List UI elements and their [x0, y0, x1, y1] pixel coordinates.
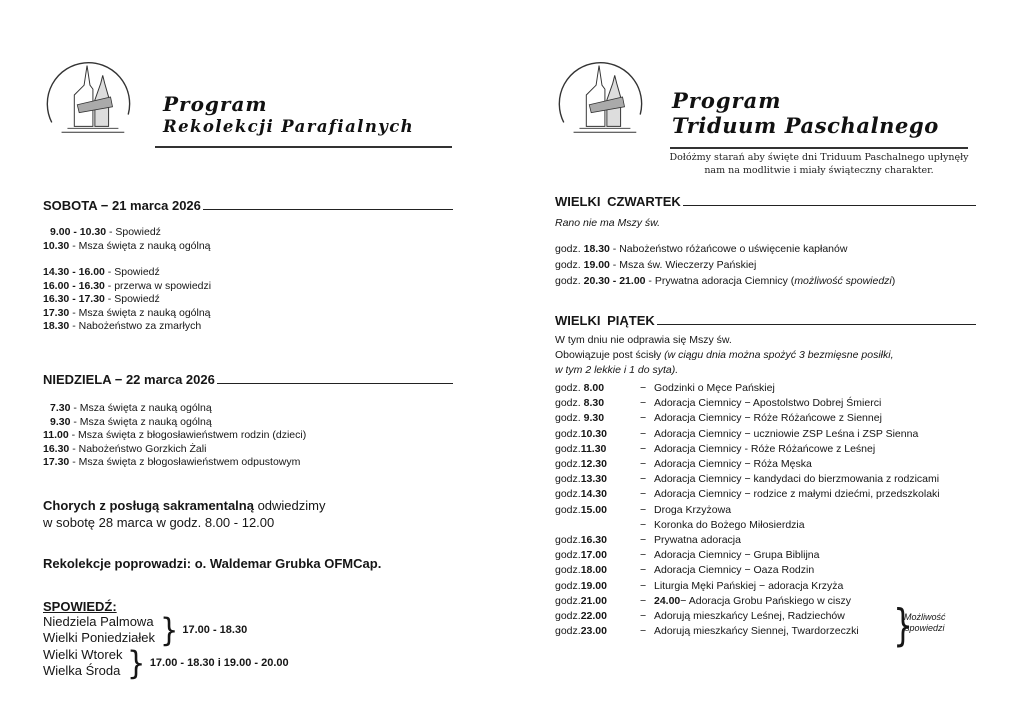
title-line1: Program [672, 88, 782, 113]
list-item: 17.30 - Msza święta z nauką ogólną [43, 306, 211, 319]
saturday-list-1 [43, 226, 211, 253]
list-item: godz.13.30 − Adoracja Ciemnicy − kandydaci do bierzmowania z rodzicami [555, 473, 940, 486]
section-heading-sunday: NIEDZIELA − 22 marca 2026 [43, 372, 453, 387]
title-line2: Rekolekcji Parafialnych [163, 117, 415, 136]
sick-visit-note: Chorych z posługą sakramentalną odwiedzimy w sobotę 28 marca w godz. 8.00 - 12.00 [43, 498, 326, 530]
friday-list [555, 381, 940, 639]
title-line2: Triduum Paschalnego [672, 113, 939, 138]
title [672, 88, 939, 138]
list-item: godz.12.30 − Adoracja Ciemnicy − Róża Męska [555, 458, 812, 471]
sunday-list [43, 402, 306, 470]
list-item: godz.17.00 − Adoracja Ciemnicy − Grupa Biblijna [555, 549, 820, 562]
list-item: 16.30 - 17.30 - Spowiedź [43, 293, 160, 306]
list-item: 17.30 - Msza święta z błogosławieństwem odpustowym [43, 456, 301, 469]
list-item: godz. 18.30 - Nabożeństwo różańcowe o uświęcenie kapłanów [555, 243, 848, 255]
list-item: godz.19.00 − Liturgia Męki Pańskiej − adoracja Krzyża [555, 579, 844, 592]
list-item: − Koronka do Bożego Miłosierdzia [640, 518, 805, 531]
list-item: godz. 19.00 - Msza św. Wieczerzy Pańskiej [555, 259, 757, 271]
list-item: 18.30 - Nabożeństwo za zmarłych [43, 320, 202, 333]
list-item: 11.00 - Msza święta z błogosławieństwem rodzin (dzieci) [43, 429, 307, 442]
list-item: godz. 8.00 − Godzinki o Męce Pańskiej [555, 382, 775, 394]
brace-icon: } [893, 600, 913, 651]
list-item: godz. 9.30 − Adoracja Ciemnicy − Róże Różańcowe z Siennej [555, 412, 882, 425]
list-item: godz.22.00 − Adorują mieszkańcy Leśnej, Radziechów [555, 610, 845, 623]
list-item: godz. 20.30 - 21.00 - Prywatna adoracja Ciemnicy (możliwość spowiedzi) [555, 275, 896, 287]
list-item: godz.23.00 − Adorują mieszkańcy Siennej, Twardorzeczki [555, 625, 859, 638]
confession-group: Niedziela Palmowa Wielki Poniedziałek } 17.00 - 18.30 [43, 611, 248, 649]
list-item: godz.10.30 − Adoracja Ciemnicy − uczniowie ZSP Leśna i ZSP Sienna [555, 427, 919, 440]
list-item: 16.00 - 16.30 - przerwa w spowiedzi [43, 279, 212, 292]
section-heading-saturday: SOBOTA − 21 marca 2026 [43, 198, 453, 213]
list-item: godz. 8.30 − Adoracja Ciemnicy − Apostolstwo Dobrej Śmierci [555, 397, 882, 410]
saturday-list-2 [43, 266, 211, 334]
list-item: godz.18.00 − Adoracja Ciemnicy − Oaza Rodzin [555, 564, 815, 577]
title-underline [670, 147, 968, 149]
list-item: 16.30 - Nabożeństwo Gorzkich Żali [43, 442, 207, 455]
section-heading-thursday: WIELKI CZWARTEK [555, 194, 976, 209]
brace-icon: } [160, 611, 179, 649]
confession-title: SPOWIEDŹ: [43, 599, 117, 614]
thursday-list [555, 241, 895, 289]
list-item: godz.15.00 − Droga Krzyżowa [555, 503, 732, 516]
friday-intro: W tym dniu nie odprawia się Mszy św. Obowiązuje post ścisły (w ciągu dnia można spożyć 3 bezmięsne posiłki, w tym 2 lekkie i 1 do syta). [555, 334, 894, 377]
list-item: 10.30 - Msza święta z nauką ogólną [43, 239, 211, 252]
title-line1: Program [163, 92, 268, 116]
list-item: godz.21.00 − 24.00 − Adoracja Grobu Pańskiego w ciszy [555, 594, 851, 607]
list-item: 9.00 - 10.30 - Spowiedź [50, 226, 161, 238]
list-item: godz.16.30 − Prywatna adoracja [555, 534, 741, 547]
title-underline [155, 146, 452, 148]
list-item: 9.30 - Msza święta z nauką ogólną [50, 415, 212, 428]
retreat-leader: Rekolekcje poprowadzi: o. Waldemar Grubka OFMCap. [43, 556, 382, 571]
page-triduum [512, 0, 1024, 724]
thursday-note: Rano nie ma Mszy św. [555, 217, 661, 229]
church-logo-icon [40, 46, 138, 144]
subtitle: Dołóżmy starań aby święte dni Triduum Paschalnego upłynęły nam na modlitwie i miały świąteczny charakter. [669, 152, 969, 176]
list-item: 7.30 - Msza święta z nauką ogólną [50, 402, 212, 414]
title [163, 92, 414, 138]
list-item: godz.11.30 − Adoracja Ciemnicy - Róże Różańcowe z Leśnej [555, 442, 876, 455]
list-item: 14.30 - 16.00 - Spowiedź [43, 266, 160, 278]
section-heading-friday: WIELKI PIĄTEK [555, 313, 976, 328]
confession-group: Wielki Wtorek Wielka Środa } 17.00 - 18.30 i 19.00 - 20.00 [43, 644, 289, 682]
church-logo-icon [552, 46, 650, 144]
confession-side-note: Możliwość spowiedzi [904, 612, 946, 633]
brace-icon: } [127, 644, 146, 682]
list-item: godz.14.30 − Adoracja Ciemnicy − rodzice z małymi dziećmi, przedszkolaki [555, 488, 940, 501]
